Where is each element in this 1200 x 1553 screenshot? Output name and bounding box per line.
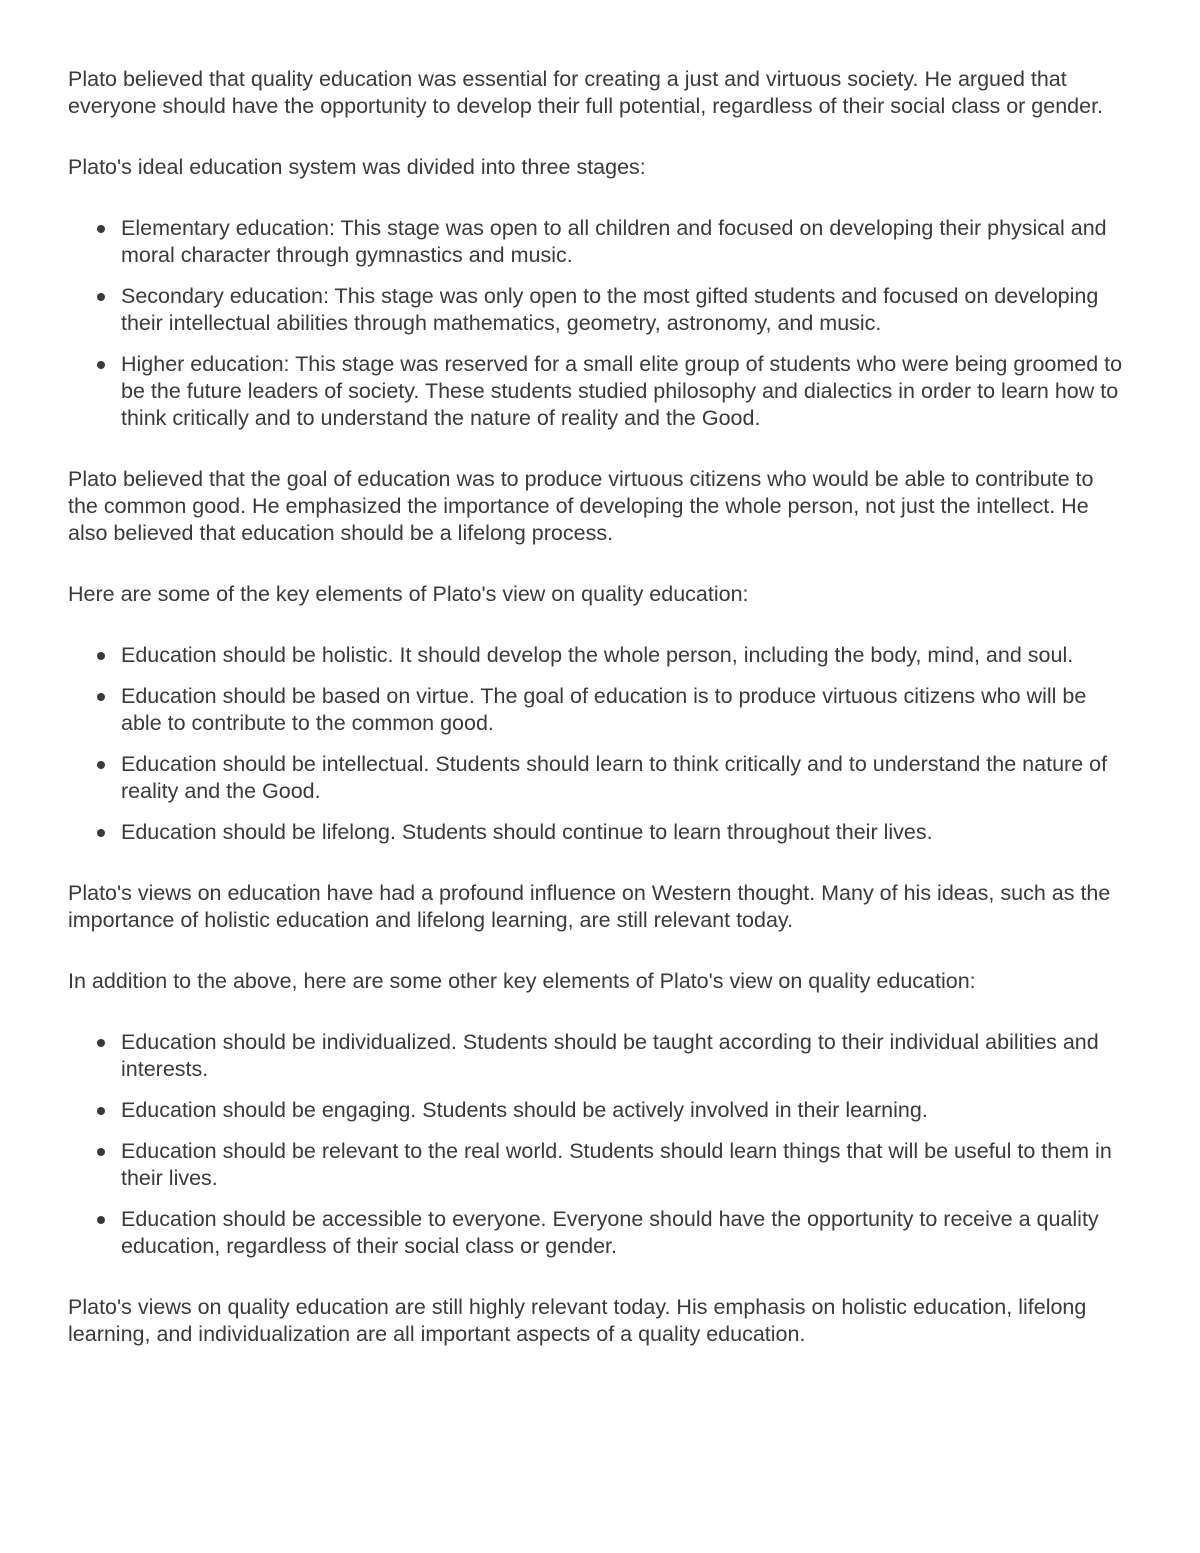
bullet-icon	[97, 1148, 105, 1156]
goal-paragraph: Plato believed that the goal of education was to produce virtuous citizens who would be able to contribute to the common good. He emphasized the importance of developing the whole person, not just the intellect. He also believed that education should be a lifelong process.	[68, 467, 1094, 545]
list-item	[121, 1097, 1128, 1124]
bullet-icon	[97, 293, 105, 301]
stages-list	[68, 215, 1128, 432]
list-item-text: Elementary education: This stage was open to all children and focused on developing their physical and moral character through gymnastics and music.	[121, 216, 1107, 267]
key-elements-list	[68, 642, 1128, 846]
list-item	[121, 1206, 1128, 1260]
list-item	[121, 819, 1128, 846]
conclusion-paragraph: Plato's views on quality education are still highly relevant today. His emphasis on holistic education, lifelong learning, and individualization are all important aspects of a quality education.	[68, 1295, 1087, 1346]
list-item	[121, 751, 1128, 805]
bullet-icon	[97, 693, 105, 701]
list-item-text: Education should be intellectual. Students should learn to think critically and to understand the nature of reality and the Good.	[121, 752, 1108, 803]
bullet-icon	[97, 225, 105, 233]
list-item	[121, 1029, 1128, 1083]
list-item	[121, 351, 1128, 432]
other-elements-list	[68, 1029, 1128, 1260]
list-item-text: Education should be accessible to everyone. Everyone should have the opportunity to receive a quality education, regardless of their social class or gender.	[121, 1207, 1099, 1258]
list-item-text: Education should be based on virtue. The goal of education is to produce virtuous citizens who will be able to contribute to the common good.	[121, 684, 1087, 735]
bullet-icon	[97, 761, 105, 769]
list-item-text: Education should be holistic. It should develop the whole person, including the body, mind, and soul.	[121, 643, 1074, 667]
bullet-icon	[97, 652, 105, 660]
list-item-text: Education should be individualized. Students should be taught according to their individual abilities and interests.	[121, 1030, 1099, 1081]
stages-intro: Plato's ideal education system was divided into three stages:	[68, 155, 646, 179]
bullet-icon	[97, 829, 105, 837]
document-page	[68, 66, 1128, 1382]
intro-paragraph: Plato believed that quality education was essential for creating a just and virtuous society. He argued that everyone should have the opportunity to develop their full potential, regardless of their social class or gender.	[68, 67, 1104, 118]
list-item	[121, 215, 1128, 269]
list-item-text: Higher education: This stage was reserved for a small elite group of students who were being groomed to be the future leaders of society. These students studied philosophy and dialectics in order to learn how to think critically and to understand the nature of reality and the Good.	[121, 352, 1123, 430]
list-item	[121, 283, 1128, 337]
list-item	[121, 683, 1128, 737]
list-item-text: Secondary education: This stage was only open to the most gifted students and focused on developing their intellectual abilities through mathematics, geometry, astronomy, and music.	[121, 284, 1099, 335]
bullet-icon	[97, 1216, 105, 1224]
other-elements-intro: In addition to the above, here are some other key elements of Plato's view on quality education:	[68, 969, 976, 993]
bullet-icon	[97, 361, 105, 369]
list-item-text: Education should be relevant to the real world. Students should learn things that will be useful to them in their lives.	[121, 1139, 1112, 1190]
list-item	[121, 642, 1128, 669]
key-elements-intro: Here are some of the key elements of Plato's view on quality education:	[68, 582, 749, 606]
influence-paragraph: Plato's views on education have had a profound influence on Western thought. Many of his ideas, such as the importance of holistic education and lifelong learning, are still relevant today.	[68, 881, 1111, 932]
list-item	[121, 1138, 1128, 1192]
list-item-text: Education should be engaging. Students should be actively involved in their learning.	[121, 1098, 928, 1122]
bullet-icon	[97, 1107, 105, 1115]
list-item-text: Education should be lifelong. Students should continue to learn throughout their lives.	[121, 820, 933, 844]
bullet-icon	[97, 1039, 105, 1047]
